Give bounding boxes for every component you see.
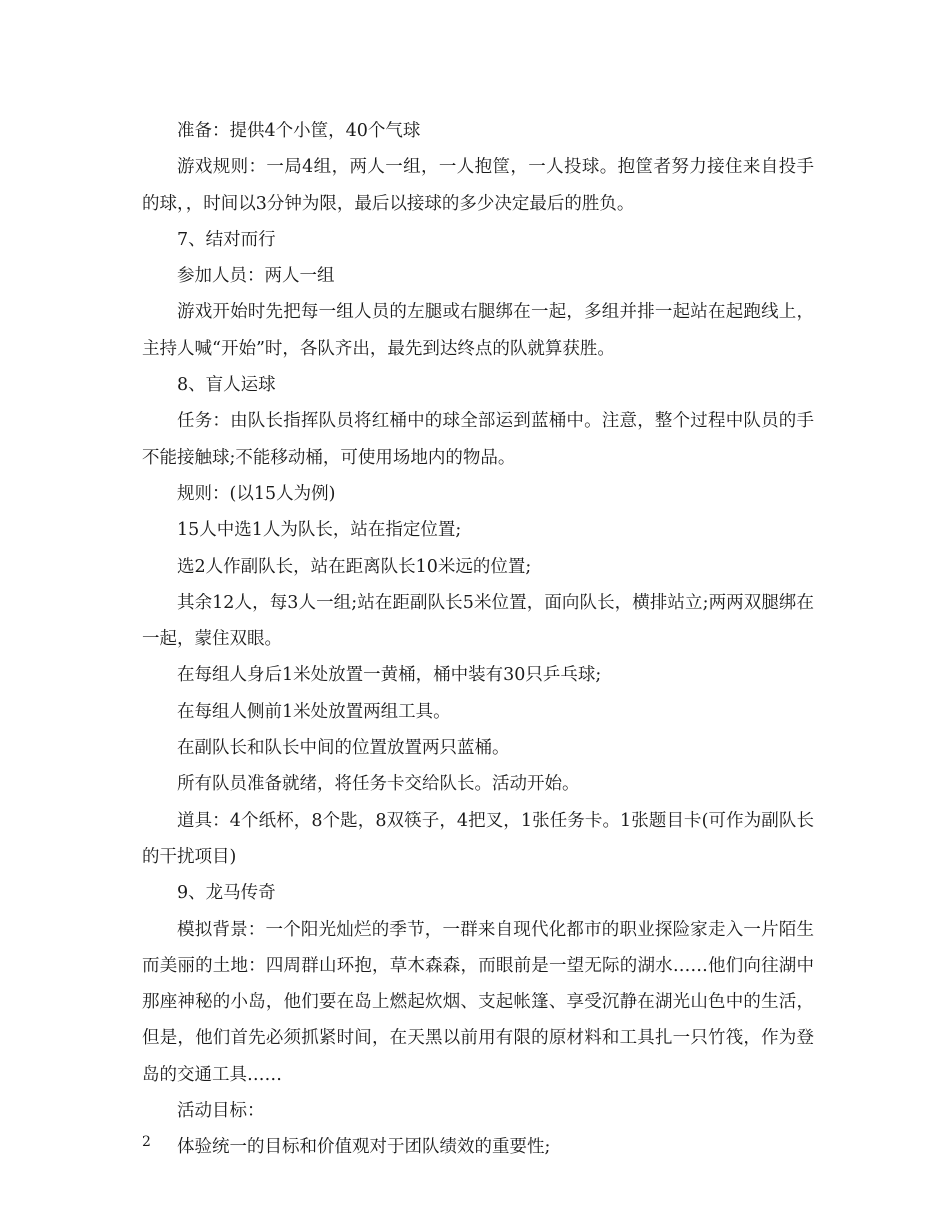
paragraph-rule-captain: 15人中选1人为队长，站在指定位置; (177, 520, 462, 541)
paragraph-rule-start: 所有队员准备就绪，将任务卡交给队长。活动开始。 (177, 774, 580, 795)
paragraph-game-rules: 游戏规则：一局4组，两人一组，一人抱筐，一人投球。抱筐者努力接住来自投手的球，，时间以3分钟为限，最后以接球的多少决定最后的胜负。 (142, 157, 814, 214)
paragraph-preparation: 准备：提供4个小筐，40个气球 (177, 121, 421, 141)
section-heading-7: 7、结对而行 (177, 229, 276, 250)
paragraph-rule-yellow-bucket: 在每组人身后1米处放置一黄桶，桶中装有30只乒乓球; (177, 665, 602, 686)
paragraph-participants: 参加人员：两人一组 (177, 266, 335, 287)
page-number: 2 (142, 1134, 151, 1150)
paragraph-rule-groups: 其余12人，每3人一组;站在距副队长5米位置，面向队长，横排站立;两两双腿绑在一起，蒙住双眼。 (142, 592, 814, 650)
section-heading-8: 8、盲人运球 (177, 375, 276, 396)
paragraph-rule-vice-captain: 选2人作副队长，站在距离队长10米远的位置; (177, 556, 532, 577)
paragraph-rules-header: 规则：(以15人为例) (177, 483, 336, 504)
section-heading-9: 9、龙马传奇 (177, 883, 276, 904)
paragraph-rule-tools: 在每组人侧前1米处放置两组工具。 (177, 701, 451, 722)
paragraph-goal-1: 体验统一的目标和价值观对于团队绩效的重要性; (177, 1137, 551, 1158)
paragraph-rule-blue-buckets: 在副队长和队长中间的位置放置两只蓝桶。 (177, 738, 510, 759)
paragraph-game-start: 游戏开始时先把每一组人员的左腿或右腿绑在一起，多组并排一起站在起跑线上，主持人喊“开始”时，各队齐出，最先到达终点的队就算获胜。 (142, 302, 814, 359)
paragraph-background: 模拟背景：一个阳光灿烂的季节，一群来自现代化都市的职业探险家走入一片陌生而美丽的土地：四周群山环抱，草木森森，而眼前是一望无际的湖水……他们向往湖中那座神秘的小岛，他们要在岛上燃起炊烟、支起帐篷、享受沉静在湖光山色中的生活，但是，他们首先必须抓紧时间，在天黑以前用有限的原材料和工具扎一只竹筏，作为登岛的交通工具…… (142, 919, 814, 1085)
document-body (142, 113, 814, 1166)
paragraph-props: 道具：4个纸杯，8个匙，8双筷子，4把叉，1张任务卡。1张题目卡(可作为副队长的干扰项目) (142, 810, 814, 867)
paragraph-task: 任务：由队长指挥队员将红桶中的球全部运到蓝桶中。注意，整个过程中队员的手不能接触球;不能移动桶，可使用场地内的物品。 (142, 411, 814, 468)
paragraph-goals-header: 活动目标： (177, 1101, 265, 1122)
